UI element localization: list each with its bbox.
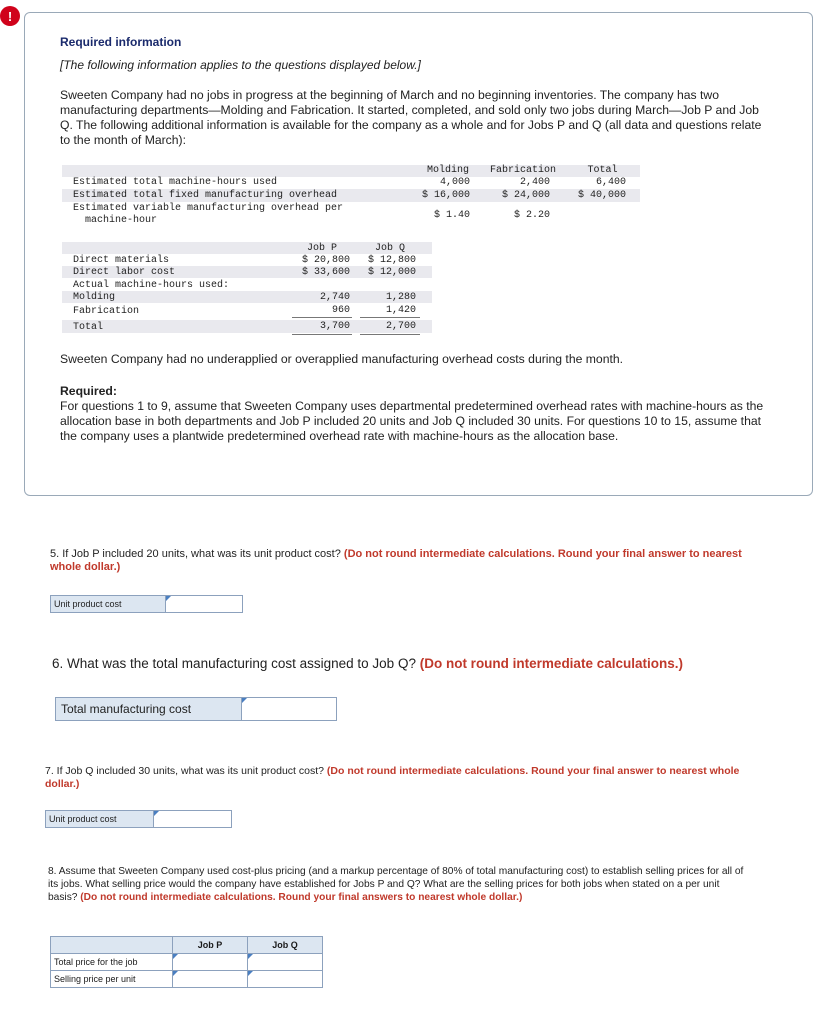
table1-header-molding: Molding [426, 165, 469, 176]
question-5-instruction: (Do not round intermediate calculations. Round your final answer to nearest whole dollar.) [50, 548, 742, 573]
table1-cell: $ 24,000 [501, 190, 550, 201]
table2-cell: 2,740 [319, 292, 350, 303]
table1-row-label: machine-hour [85, 215, 158, 226]
table2-subtotal-rule [292, 317, 352, 318]
table2-cell: $ 20,800 [301, 255, 350, 266]
required-information-title: Required information [60, 35, 182, 49]
question-6-instruction: (Do not round intermediate calculations.) [419, 656, 683, 671]
q6-total-manufacturing-cost-input[interactable] [242, 698, 336, 720]
required-heading: Required: [60, 384, 117, 398]
table2-row-label: Fabrication [73, 306, 140, 317]
table2-cell: 1,280 [385, 292, 416, 303]
table1-row-label: Estimated total fixed manufacturing overhead [73, 190, 338, 201]
table2-row-label: Total [73, 322, 104, 333]
table2-header-job-p: Job P [306, 243, 337, 254]
overhead-note: Sweeten Company had no underapplied or overapplied manufacturing overhead costs during the month. [60, 352, 624, 366]
q8-pricing-table [50, 936, 323, 988]
q8-corner-cell [51, 937, 173, 954]
table2-row-label: Direct labor cost [73, 267, 176, 278]
required-information-subtitle: [The following information applies to the questions displayed below.] [60, 58, 421, 72]
q7-answer-row [45, 810, 232, 828]
question-5-text: 5. If Job P included 20 units, what was its unit product cost? [50, 548, 344, 560]
q7-unit-product-cost-input[interactable] [154, 811, 231, 827]
question-6-text: 6. What was the total manufacturing cost assigned to Job Q? [52, 656, 420, 671]
q8-header-job-p: Job P [173, 937, 248, 954]
table1-cell: 4,000 [439, 177, 470, 188]
q5-unit-product-cost-input[interactable] [166, 596, 242, 612]
table2-row-label: Molding [73, 292, 116, 303]
question-8-instruction: (Do not round intermediate calculations. Round your final answers to nearest whole dollar.) [80, 892, 523, 903]
table2-total-rule [292, 334, 352, 335]
table1-header-total: Total [587, 165, 618, 176]
table1-cell: $ 1.40 [433, 210, 470, 221]
table1-cell: $ 40,000 [577, 190, 626, 201]
table2-cell: $ 12,800 [367, 255, 416, 266]
table1-header-fabrication: Fabrication [489, 165, 556, 176]
table2-row-label: Actual machine-hours used: [73, 280, 230, 291]
table1-cell: $ 2.20 [513, 210, 550, 221]
q8-selling-price-job-p-input[interactable] [173, 971, 248, 988]
table2-cell: $ 33,600 [301, 267, 350, 278]
table2-total-rule [360, 334, 420, 335]
table1-cell: 6,400 [595, 177, 626, 188]
question-7 [45, 765, 765, 791]
q7-field-label: Unit product cost [46, 811, 154, 827]
q8-row-label-total-price: Total price for the job [51, 954, 173, 971]
table2-cell: 960 [331, 305, 350, 316]
table1-cell: 2,400 [519, 177, 550, 188]
table2-cell: $ 12,000 [367, 267, 416, 278]
q5-answer-row [50, 595, 243, 613]
question-7-text: 7. If Job Q included 30 units, what was its unit product cost? [45, 765, 327, 777]
q8-selling-price-job-q-input[interactable] [248, 971, 323, 988]
table2-subtotal-rule [360, 317, 420, 318]
q8-header-job-q: Job Q [248, 937, 323, 954]
table2-row-label: Direct materials [73, 255, 170, 266]
table2-cell: 2,700 [385, 321, 416, 332]
q8-total-price-job-p-input[interactable] [173, 954, 248, 971]
alert-icon: ! [0, 6, 20, 26]
question-8 [48, 865, 748, 904]
table1-cell: $ 16,000 [421, 190, 470, 201]
q5-field-label: Unit product cost [51, 596, 166, 612]
table2-cell: 3,700 [319, 321, 350, 332]
table1-row-label: Estimated variable manufacturing overhead per [73, 203, 344, 214]
question-8-text: 8. Assume that Sweeten Company used cost-plus pricing (and a markup percentage of 80% of total manufacturing cost) to establish selling prices for all of its jobs. What selling price would the company have established for Jobs P and Q? What are the selling prices for both jobs when stated on a per unit basis? [48, 866, 744, 903]
table1-row-label: Estimated total machine-hours used [73, 177, 278, 188]
table2-header-job-q: Job Q [374, 243, 405, 254]
table2-cell: 1,420 [385, 305, 416, 316]
q6-field-label: Total manufacturing cost [56, 698, 242, 720]
q8-total-price-job-q-input[interactable] [248, 954, 323, 971]
intro-paragraph: Sweeten Company had no jobs in progress at the beginning of March and no beginning inventories. The company has two manufacturing departments—Molding and Fabrication. It started, completed, and sold only two jobs during March—Job P and Job Q. The following additional information is available for the company as a whole and for Jobs P and Q (all data and questions relate to the month of March): [60, 88, 762, 147]
q8-row-label-selling-price: Selling price per unit [51, 971, 173, 988]
q6-answer-row [55, 697, 337, 721]
question-5 [50, 548, 770, 574]
question-6 [52, 655, 812, 672]
required-text: For questions 1 to 9, assume that Sweeten Company uses departmental predetermined overhead rates with machine-hours as the allocation base in both departments and Job P included 20 units and Job Q included 30 units. For questions 10 to 15, assume that the company uses a plantwide predetermined overhead rate with machine-hours as the allocation base. [60, 399, 764, 443]
question-7-instruction: (Do not round intermediate calculations. Round your final answer to nearest whole dollar.) [45, 765, 740, 790]
